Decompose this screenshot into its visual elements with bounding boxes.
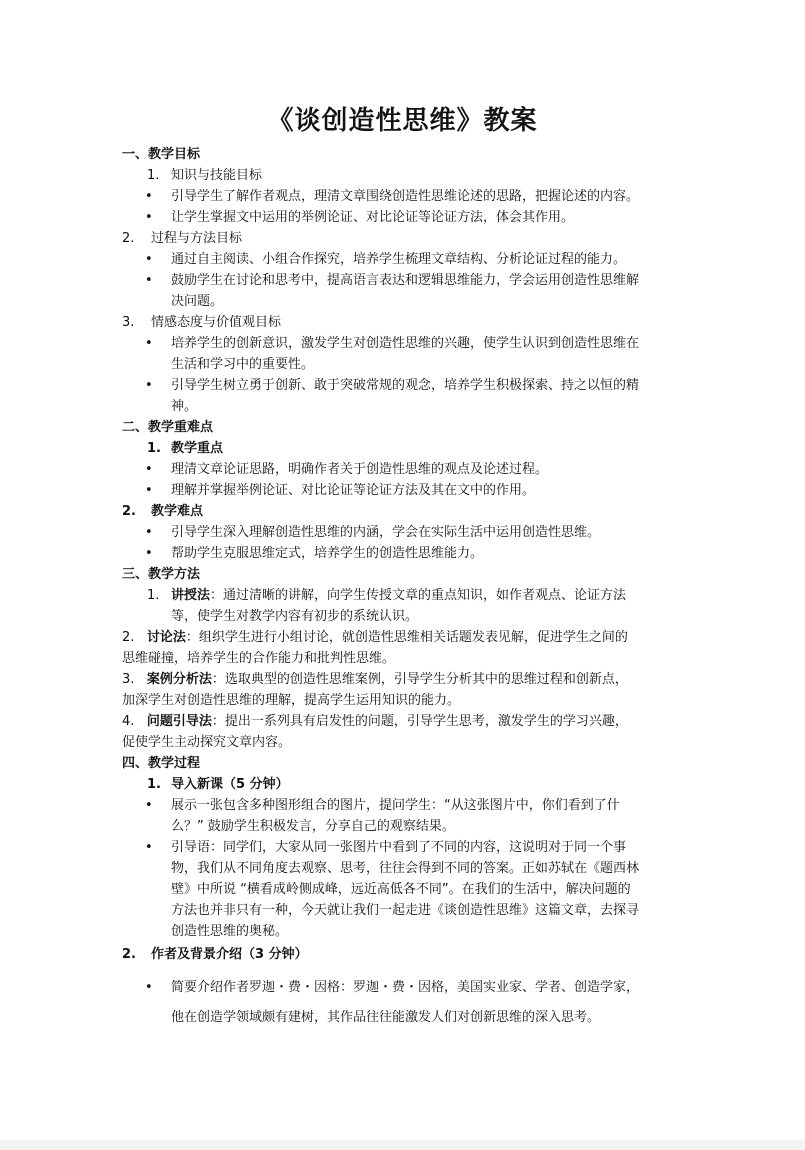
- bullet-icon: •: [145, 546, 153, 561]
- item-label: 导入新课（5 分钟）: [171, 777, 289, 792]
- method-text-cont: 思维碰撞，培养学生的合作能力和批判性思维。: [122, 651, 396, 666]
- method-text: ：组织学生进行小组讨论，就创造性思维相关话题发表见解，促进学生之间的: [185, 630, 628, 645]
- bullet-item: [122, 480, 687, 501]
- bullet-text: 引导学生树立勇于创新、敢于突破常规的观念，培养学生积极探索、持之以恒的精: [171, 378, 640, 393]
- numbered-item: [122, 165, 687, 186]
- bullet-icon: •: [145, 273, 153, 288]
- section-heading: 一、教学目标: [122, 147, 201, 162]
- method-text: ：选取典型的创造性思维案例，引导学生分析其中的思维过程和创新点，: [211, 672, 628, 687]
- bullet-item: [122, 795, 687, 837]
- bullet-icon: •: [145, 483, 153, 498]
- bullet-text-cont: 他在创造学领域颇有建树，其作品往往能激发人们对创新思维的深入思考。: [171, 1010, 601, 1025]
- bullet-item: [122, 375, 687, 417]
- bullet-icon: •: [145, 462, 153, 477]
- bullet-text: 理解并掌握举例论证、对比论证等论证方法及其在文中的作用。: [171, 483, 536, 498]
- method-item: [122, 711, 687, 753]
- method-text-cont: 促使学生主动探究文章内容。: [122, 735, 292, 750]
- item-label: 情感态度与价值观目标: [151, 315, 282, 330]
- bullet-icon: •: [145, 336, 153, 351]
- bullet-text: 展示一张包含多种图形组合的图片，提问学生：“从这张图片中，你们看到了什: [171, 798, 620, 813]
- item-number: 2.: [122, 231, 135, 246]
- bullet-icon: •: [145, 210, 153, 225]
- bullet-text: 培养学生的创新意识，激发学生对创造性思维的兴趣，使学生认识到创造性思维在: [171, 336, 640, 351]
- bullet-text: 引导学生了解作者观点，理清文章围绕创造性思维论述的思路，把握论述的内容。: [171, 189, 640, 204]
- method-text-cont: 加深学生对创造性思维的理解，提高学生运用知识的能力。: [122, 693, 461, 708]
- bullet-text-cont: 决问题。: [171, 294, 224, 309]
- item-label: 教学重点: [171, 441, 224, 456]
- method-label: 讨论法: [146, 630, 186, 645]
- document-body: [122, 144, 687, 1033]
- bullet-text-cont: 神。: [171, 399, 198, 414]
- item-number: 3.: [122, 672, 135, 687]
- document-title: 《谈创造性思维》教案: [267, 106, 538, 136]
- bullet-item: [122, 543, 687, 564]
- item-number: 4.: [122, 714, 135, 729]
- bullet-item: [122, 459, 687, 480]
- item-number: 1.: [147, 168, 160, 183]
- bullet-text: 理清文章论证思路，明确作者关于创造性思维的观点及论述过程。: [171, 462, 549, 477]
- bullet-item: [122, 522, 687, 543]
- section-heading: 四、教学过程: [122, 756, 201, 771]
- section-heading: 三、教学方法: [122, 567, 201, 582]
- bullet-text: 通过自主阅读、小组合作探究，培养学生梳理文章结构、分析论证过程的能力。: [171, 252, 627, 267]
- method-text: ：提出一系列具有启发性的问题，引导学生思考，激发学生的学习兴趣，: [211, 714, 628, 729]
- bullet-item: [122, 186, 687, 207]
- bullet-item: [122, 973, 687, 1033]
- bullet-text-cont: 生活和学习中的重要性。: [171, 357, 315, 372]
- bullet-text: 引导学生深入理解创造性思维的内涵，学会在实际生活中运用创造性思维。: [171, 525, 601, 540]
- bullet-item: [122, 270, 687, 312]
- bullet-text: 帮助学生克服思维定式，培养学生的创造性思维能力。: [171, 546, 484, 561]
- numbered-item: [122, 501, 687, 522]
- section-heading: 二、教学重难点: [122, 420, 214, 435]
- item-number: 3.: [122, 315, 135, 330]
- method-item: [122, 669, 687, 711]
- item-number: 1.: [147, 777, 161, 792]
- bullet-icon: •: [145, 980, 153, 995]
- bullet-icon: •: [145, 252, 153, 267]
- bullet-text-cont: 壁》中所说 “横看成岭侧成峰，远近高低各不同”。在我们的生活中，解决问题的: [171, 882, 631, 897]
- numbered-item: [122, 944, 687, 965]
- item-number: 2.: [122, 630, 135, 645]
- method-label: 讲授法: [171, 588, 211, 603]
- method-item: [122, 627, 687, 669]
- item-number: 2.: [122, 947, 136, 962]
- bullet-text-cont: 创造性思维的奥秘。: [171, 924, 289, 939]
- numbered-item: [122, 228, 687, 249]
- bullet-text: 简要介绍作者罗迦・费・因格：罗迦・费・因格，美国实业家、学者、创造学家，: [171, 980, 640, 995]
- bullet-text: 让学生掌握文中运用的举例论证、对比论证等论证方法，体会其作用。: [171, 210, 575, 225]
- item-label: 教学难点: [151, 504, 204, 519]
- item-label: 知识与技能目标: [171, 168, 263, 183]
- bullet-icon: •: [145, 525, 153, 540]
- bullet-text-cont: 物，我们从不同角度去观察、思考，往往会得到不同的答案。正如苏轼在《题西林: [171, 861, 640, 876]
- method-label: 案例分析法: [146, 672, 212, 687]
- bullet-icon: •: [145, 840, 153, 855]
- bullet-item: [122, 333, 687, 375]
- item-number: 1.: [147, 588, 160, 603]
- bullet-icon: •: [145, 378, 153, 393]
- method-text: ：通过清晰的讲解，向学生传授文章的重点知识，如作者观点、论证方法: [210, 588, 627, 603]
- item-label: 过程与方法目标: [151, 231, 243, 246]
- bullet-text-cont: 么？” 鼓励学生积极发言，分享自己的观察结果。: [171, 819, 455, 834]
- bullet-text: 鼓励学生在讨论和思考中，提高语言表达和逻辑思维能力，学会运用创造性思维解: [171, 273, 640, 288]
- bullet-icon: •: [145, 798, 153, 813]
- bullet-icon: •: [145, 189, 153, 204]
- method-label: 问题引导法: [146, 714, 212, 729]
- method-text-cont: 等，使学生对教学内容有初步的系统认识。: [171, 609, 419, 624]
- bullet-text: 引导语：同学们，大家从同一张图片中看到了不同的内容，这说明对于同一个事: [171, 840, 627, 855]
- bullet-item: [122, 837, 687, 942]
- bullet-text-cont: 方法也并非只有一种，今天就让我们一起走进《谈创造性思维》这篇文章，去探寻: [171, 903, 640, 918]
- bullet-item: [122, 249, 687, 270]
- numbered-item: [122, 438, 687, 459]
- item-number: 2.: [122, 504, 136, 519]
- numbered-item: [122, 312, 687, 333]
- item-label: 作者及背景介绍（3 分钟）: [151, 947, 308, 962]
- item-number: 1.: [147, 441, 161, 456]
- bullet-item: [122, 207, 687, 228]
- numbered-item: [122, 774, 687, 795]
- method-item: [122, 585, 687, 627]
